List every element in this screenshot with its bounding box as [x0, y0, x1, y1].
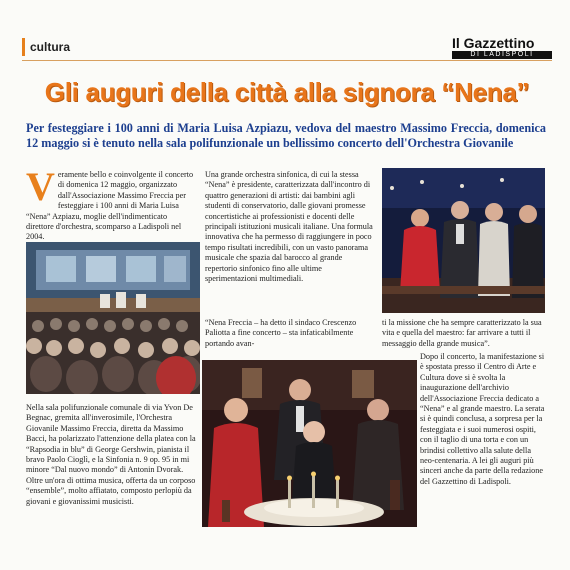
section-marker [22, 38, 25, 56]
col2-paragraph-1: Una grande orchestra sinfonica, di cui la stessa “Nena” è presidente, caratterizzata dall'incontro di quattro generazioni di artisti: dai bambini agli studenti di conservatorio, dalle giovani promesse concertistiche ai professionisti e docenti delle principali istituzioni musicali italiane. Una formula innovativa che ha permesso di raggiungere in poco tempo risultati incredibili, con un vasto panorama musicale che spazia dal barocco al grande repertorio sinfonico fino alle ultime sperimentazioni multimediali. [205, 170, 373, 284]
header-rule [22, 60, 552, 61]
logo-sub: DI LADISPOLI [452, 51, 552, 59]
photo-stage-group [382, 168, 545, 313]
dropcap: V [26, 164, 55, 209]
article-title: Gli auguri della città alla signora “Nena” [44, 77, 530, 107]
col3-paragraph-1: ti la missione che ha sempre caratterizzato la sua vita e quella del maestro: far arrivare a tutti il messaggio della grande musica”. [382, 318, 542, 348]
section-label: cultura [30, 40, 71, 54]
gazzettino-logo [452, 36, 552, 58]
photo-concert-hall [26, 242, 200, 394]
col1-paragraph-1 [26, 164, 194, 243]
col1-p1-text: eramente bello e coinvolgente il concerto di domenica 12 maggio, organizzato dall'Associazione Massimo Freccia per festeggiare i 100 anni di Maria Luisa “Nena” Azpiazu, moglie dell'indimenticato direttore d'orchestra, scomparso a Ladispoli nel 2004. [26, 170, 194, 242]
col3-paragraph-2: Dopo il concerto, la manifestazione si è spostata presso il Centro di Arte e Cultura dove si è svolta la inaugurazione dell'archivio dell'Associazione Freccia dedicato a “Nena” e al grande maestro. La serata si è quindi conclusa, a sorpresa per la festeggiata e i suoi numerosi ospiti, con il taglio di una torta e con un brindisi collettivo alla salute della neo-centenaria. A lei gli auguri più sinceri anche da parte della redazione del Gazzettino di Ladispoli. [420, 352, 545, 486]
logo-main: Il Gazzettino [452, 35, 535, 51]
col2-paragraph-2: “Nena Freccia – ha detto il sindaco Crescenzo Paliotta a fine concerto – sta infaticabilmente portando avan- [205, 318, 357, 348]
col1-paragraph-2: Nella sala polifunzionale comunale di via Yvon De Begnac, gremita all'inverosimile, l'Orchestra Giovanile Massimo Freccia, diretta da Massimo Bacci, ha polarizzato l'attenzione della platea con la “Rapsodia in blu” di George Gershwin, pianista il bravo Paolo Cioglì, e la Sinfonia n. 9 op. 95 in mi minore “Dal nuovo mondo” di Antonin Dvorak. Oltre un'ora di ottima musica, offerta da un corposo “ensemble”, molto affiatato, composto perlopiù da giovani e giovanissimi musicisti. [26, 403, 196, 506]
photo-cake-cutting [202, 360, 417, 527]
article-lead: Per festeggiare i 100 anni di Maria Luisa Azpiazu, vedova del maestro Massimo Freccia, domenica 12 maggio si è tenuto nella sala polifunzionale un bellissimo concerto dell'Orchestra Giovanile [26, 121, 546, 150]
